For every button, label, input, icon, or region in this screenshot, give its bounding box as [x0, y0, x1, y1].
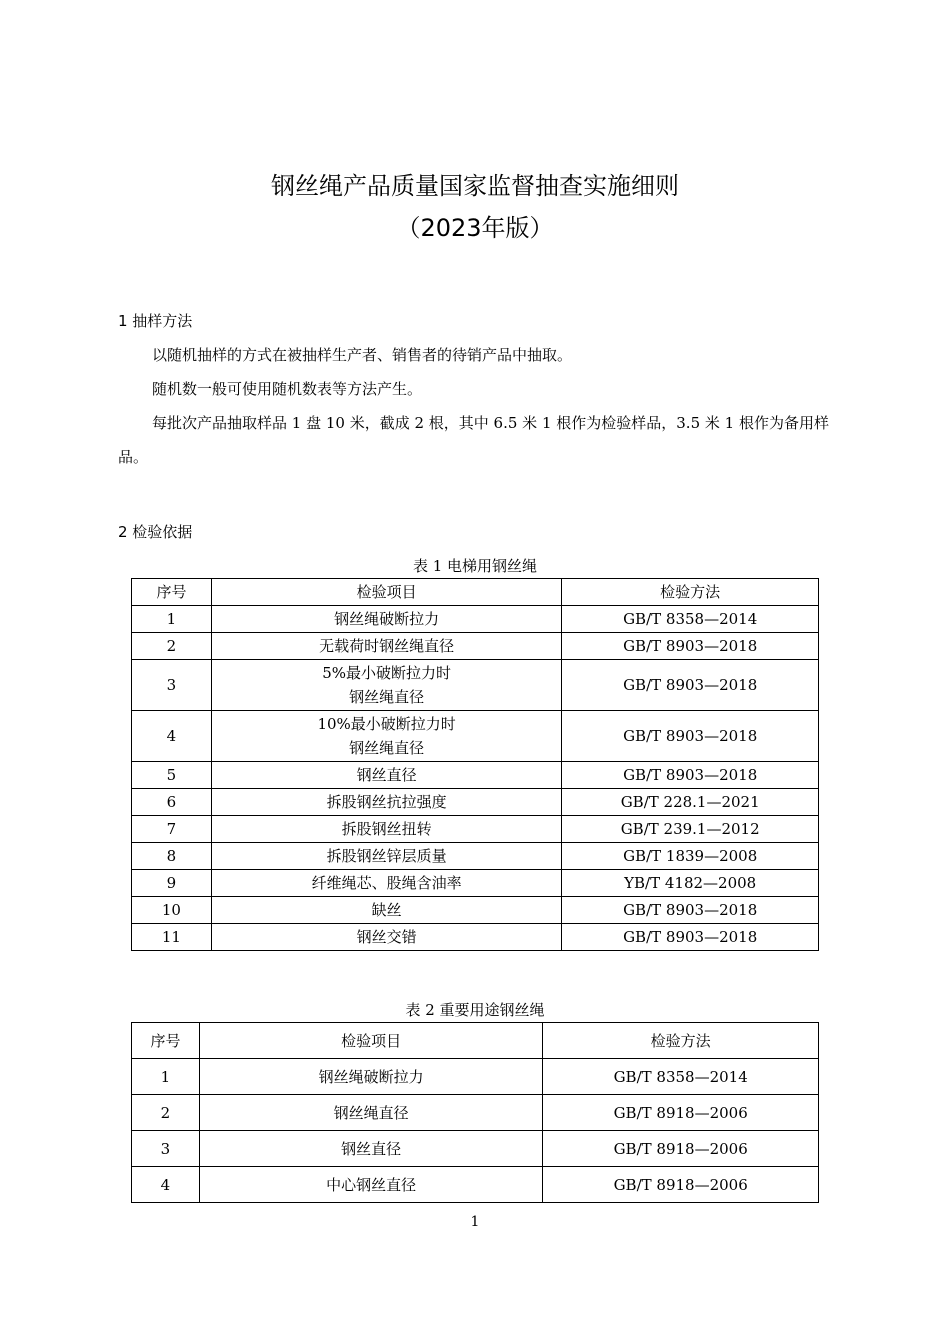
cell-no: 7	[132, 816, 212, 843]
cell-method: GB/T 1839—2008	[562, 843, 819, 870]
table-row	[132, 1131, 819, 1167]
cell-method: GB/T 8358—2014	[543, 1059, 819, 1095]
table1-caption: 表 1 电梯用钢丝绳	[412, 557, 538, 575]
table-row	[132, 606, 819, 633]
cell-method: GB/T 8903—2018	[562, 924, 819, 951]
cell-item-line: 钢丝绳直径	[349, 739, 425, 757]
cell-item: 钢丝直径	[211, 762, 561, 789]
cell-no: 2	[132, 1095, 200, 1131]
table-header-row	[132, 579, 819, 606]
cell-method: GB/T 8903—2018	[562, 762, 819, 789]
page-number: 1	[470, 1214, 480, 1230]
header-no: 序号	[132, 1023, 200, 1059]
cell-no: 5	[132, 762, 212, 789]
table-header-row	[132, 1023, 819, 1059]
cell-no: 6	[132, 789, 212, 816]
cell-method: GB/T 8918—2006	[543, 1167, 819, 1203]
header-item: 检验项目	[211, 579, 561, 606]
cell-item: 拆股钢丝抗拉强度	[211, 789, 561, 816]
table2-caption: 表 2 重要用途钢丝绳	[405, 1001, 545, 1019]
cell-item: 钢丝绳破断拉力	[199, 1059, 542, 1095]
cell-method: GB/T 8903—2018	[562, 660, 819, 711]
cell-no: 4	[132, 711, 212, 762]
cell-item	[211, 660, 561, 711]
cell-item-line: 10%最小破断拉力时	[317, 715, 456, 733]
table-row	[132, 816, 819, 843]
section-heading-sampling: 1 抽样方法	[118, 312, 193, 330]
cell-item-line: 钢丝绳直径	[349, 688, 425, 706]
cell-method: GB/T 8903—2018	[562, 711, 819, 762]
cell-item: 无载荷时钢丝绳直径	[211, 633, 561, 660]
table-row	[132, 1167, 819, 1203]
cell-method: GB/T 239.1—2012	[562, 816, 819, 843]
cell-method: GB/T 8918—2006	[543, 1131, 819, 1167]
table-important-rope	[131, 1022, 819, 1203]
header-item: 检验项目	[199, 1023, 542, 1059]
paragraph: 每批次产品抽取样品 1 盘 10 米，截成 2 根，其中 6.5 米 1 根作为检验样品，3.5 米 1 根作为备用样品。	[118, 414, 829, 466]
cell-method: GB/T 228.1—2021	[562, 789, 819, 816]
table-row	[132, 843, 819, 870]
cell-method: GB/T 8903—2018	[562, 633, 819, 660]
table-row	[132, 1059, 819, 1095]
table-row	[132, 789, 819, 816]
table-row	[132, 633, 819, 660]
header-method: 检验方法	[543, 1023, 819, 1059]
paragraph: 随机数一般可使用随机数表等方法产生。	[152, 380, 423, 398]
cell-no: 10	[132, 897, 212, 924]
document-edition: （2023年版）	[396, 214, 554, 242]
cell-item: 拆股钢丝扭转	[211, 816, 561, 843]
cell-item: 中心钢丝直径	[199, 1167, 542, 1203]
table-row	[132, 762, 819, 789]
cell-no: 11	[132, 924, 212, 951]
section-heading-basis: 2 检验依据	[118, 523, 193, 541]
cell-no: 3	[132, 660, 212, 711]
cell-item: 钢丝交错	[211, 924, 561, 951]
cell-no: 1	[132, 1059, 200, 1095]
cell-item-line: 5%最小破断拉力时	[322, 664, 452, 682]
table-row	[132, 660, 819, 711]
table-row	[132, 870, 819, 897]
cell-item: 纤维绳芯、股绳含油率	[211, 870, 561, 897]
document-title: 钢丝绳产品质量国家监督抽查实施细则	[271, 172, 679, 200]
cell-no: 9	[132, 870, 212, 897]
table-elevator-rope	[131, 578, 819, 951]
cell-item	[211, 711, 561, 762]
cell-no: 1	[132, 606, 212, 633]
cell-no: 4	[132, 1167, 200, 1203]
cell-method: GB/T 8358—2014	[562, 606, 819, 633]
cell-method: YB/T 4182—2008	[562, 870, 819, 897]
cell-item: 拆股钢丝锌层质量	[211, 843, 561, 870]
table-row	[132, 924, 819, 951]
table-row	[132, 711, 819, 762]
header-method: 检验方法	[562, 579, 819, 606]
cell-method: GB/T 8903—2018	[562, 897, 819, 924]
cell-item: 钢丝绳破断拉力	[211, 606, 561, 633]
cell-item: 钢丝绳直径	[199, 1095, 542, 1131]
table-row	[132, 897, 819, 924]
cell-no: 3	[132, 1131, 200, 1167]
header-no: 序号	[132, 579, 212, 606]
paragraph: 以随机抽样的方式在被抽样生产者、销售者的待销产品中抽取。	[152, 346, 573, 364]
cell-no: 8	[132, 843, 212, 870]
cell-no: 2	[132, 633, 212, 660]
cell-method: GB/T 8918—2006	[543, 1095, 819, 1131]
table-row	[132, 1095, 819, 1131]
cell-item: 钢丝直径	[199, 1131, 542, 1167]
cell-item: 缺丝	[211, 897, 561, 924]
